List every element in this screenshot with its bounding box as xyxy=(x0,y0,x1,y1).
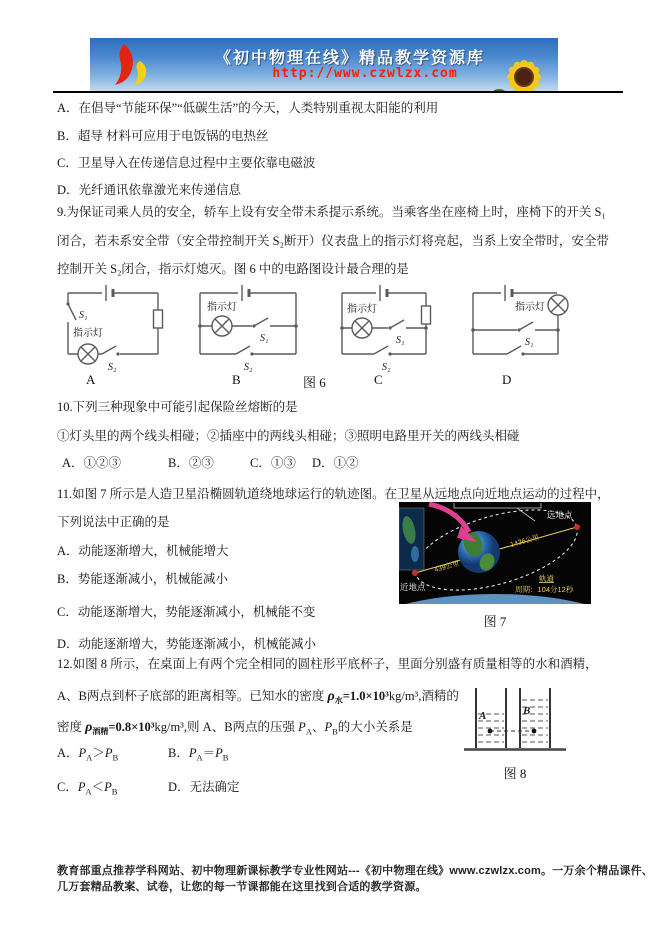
two-cups-figure xyxy=(460,686,570,758)
circuit-b-lamp-label: 指示灯 xyxy=(207,302,237,313)
circuit-d-lamp-label: 指示灯 xyxy=(515,302,545,313)
q8-option-b: B．超导 材料可应用于电饭锅的电热丝 xyxy=(57,129,269,143)
circuit-c-letter: C xyxy=(374,372,383,387)
fig6-caption: 图 6 xyxy=(303,375,326,390)
flame-logo-icon xyxy=(108,42,156,89)
q12-option-b: B．$P_A=P_B$ xyxy=(168,746,229,763)
circuit-a-lamp-label: 指示灯 xyxy=(73,328,103,339)
q12-line-2: A、B两点到杯子底部的距离相等。已知水的密度 $\rho_水=1.0\times 10^3kg/m^3$,酒精的 xyxy=(57,689,459,705)
q12-option-a: A．$P_A>P_B$ xyxy=(57,746,119,763)
fig7-distance-top-label: 1436公里 xyxy=(509,534,541,549)
q9-line-3: 控制开关 S₂闭合，指示灯熄灭。图 6 中的电路图设计最合理的是 xyxy=(57,262,409,276)
q10-stem: 10.下列三种现象中可能引起保险丝熔断的是 xyxy=(57,400,298,414)
rho-alcohol-symbol: ρ xyxy=(85,720,93,735)
circuit-diagram-d xyxy=(465,284,577,376)
circuit-c-s1-label: S₁ xyxy=(396,335,405,346)
q12-option-c: C．$P_A<P_B$ xyxy=(57,780,118,797)
q11-option-a: A．动能逐渐增大，机械能增大 xyxy=(57,544,229,558)
q11-option-b: B．势能逐渐减小，机械能减小 xyxy=(57,572,228,586)
fig8-caption: 图 8 xyxy=(503,766,527,781)
circuit-a-s2-label: S₂ xyxy=(108,362,117,373)
q10-option-c: C．①③ xyxy=(250,456,296,470)
circuit-diagram-a xyxy=(58,284,168,376)
fig7-period-label: 周期：104分12秒 xyxy=(515,585,574,594)
banner-url-link[interactable]: http://www.czwlzx.com xyxy=(272,66,458,81)
fig7-orbit-label: 轨道 xyxy=(539,574,554,583)
fig7-perigee-label: 近地点 xyxy=(400,582,426,592)
q12-option-d: D．无法确定 xyxy=(168,780,240,794)
circuit-c-s2-label: S₂ xyxy=(382,362,391,373)
q11-line-2: 下列说法中正确的是 xyxy=(57,515,170,529)
q10-option-b: B．②③ xyxy=(168,456,214,470)
circuit-a-s1-label: S₁ xyxy=(79,310,88,321)
q8-option-c: C．卫星导入在传递信息过程中主要依靠电磁波 xyxy=(57,156,316,170)
q8-option-d: D．光纤通讯依靠激光来传递信息 xyxy=(57,183,242,197)
footer-line-1: 教育部重点推荐学科网站、初中物理新课标教学专业性网站---《初中物理在线》www.czwlzx.com。一万余个精品课件、 xyxy=(57,865,654,877)
q12-line-1: 12.如图 8 所示，在桌面上有两个完全相同的圆柱形平底杯子，里面分别盛有质量相等的水和酒精， xyxy=(57,657,598,671)
circuit-b-letter: B xyxy=(232,372,241,387)
fig7-apogee-label: 远地点 xyxy=(547,510,573,520)
circuit-a-letter: A xyxy=(86,372,96,387)
q9-line-1: 9.为保证司乘人员的安全，轿车上设有安全带未系提示系统。当乘客坐在座椅上时，座椅下的开关 S₁ xyxy=(57,205,606,219)
circuit-diagram-b xyxy=(192,284,304,376)
circuit-d-letter: D xyxy=(502,372,512,387)
q10-option-d: D．①② xyxy=(312,456,359,470)
q10-option-a: A．①②③ xyxy=(62,456,122,470)
q8-option-a: A．在倡导“节能环保”“低碳生活”的今天，人类特别重视太阳能的利用 xyxy=(57,101,439,115)
q11-line-1: 11.如图 7 所示是人造卫星沿椭圆轨道绕地球运行的轨迹图。在卫星从远地点向近地点运动的过程中， xyxy=(57,487,610,501)
footer-line-2: 几万套精品教案、试卷，让您的每一节课都能在这里找到合适的教学资源。 xyxy=(57,881,427,893)
fig7-distance-bottom-label: 439公里 xyxy=(433,560,461,574)
fig8-point-a-label: A xyxy=(479,710,487,722)
banner-title: 《初中物理在线》精品教学资源库 xyxy=(214,50,485,67)
satellite-orbit-figure xyxy=(399,502,591,604)
q11-option-c: C．动能逐渐增大，势能逐渐减小，机械能不变 xyxy=(57,605,316,619)
circuit-c-lamp-label: 指示灯 xyxy=(347,304,377,315)
circuit-d-s1-label: S₁ xyxy=(525,337,534,348)
q12-line-3: 密度 $\rho_{酒精}=0.8\times 10^3kg/m^3$,则 A、B两点的压强 $P_A$、$P_B$的大小关系是 xyxy=(57,720,413,737)
circuit-diagram-c xyxy=(334,284,434,376)
sunflower-icon xyxy=(494,51,552,91)
fig7-caption: 图 7 xyxy=(483,614,507,629)
site-banner[interactable] xyxy=(90,38,558,91)
q11-option-d: D．动能逐渐增大，势能逐渐减小，机械能减小 xyxy=(57,637,317,651)
header-divider xyxy=(53,91,623,93)
circuit-b-s1-label: S₁ xyxy=(260,333,269,344)
q9-line-2: 闭合，若未系安全带（安全带控制开关 S₂断开）仪表盘上的指示灯将亮起，当系上安全带时，安全带 xyxy=(57,234,609,248)
circuit-b-s2-label: S₂ xyxy=(244,362,253,373)
rho-water-symbol: ρ xyxy=(327,689,335,704)
q10-items: ①灯头里的两个线头相碰；②插座中的两线头相碰；③照明电路里开关的两线头相碰 xyxy=(57,429,520,443)
fig8-point-b-label: B xyxy=(523,705,531,717)
